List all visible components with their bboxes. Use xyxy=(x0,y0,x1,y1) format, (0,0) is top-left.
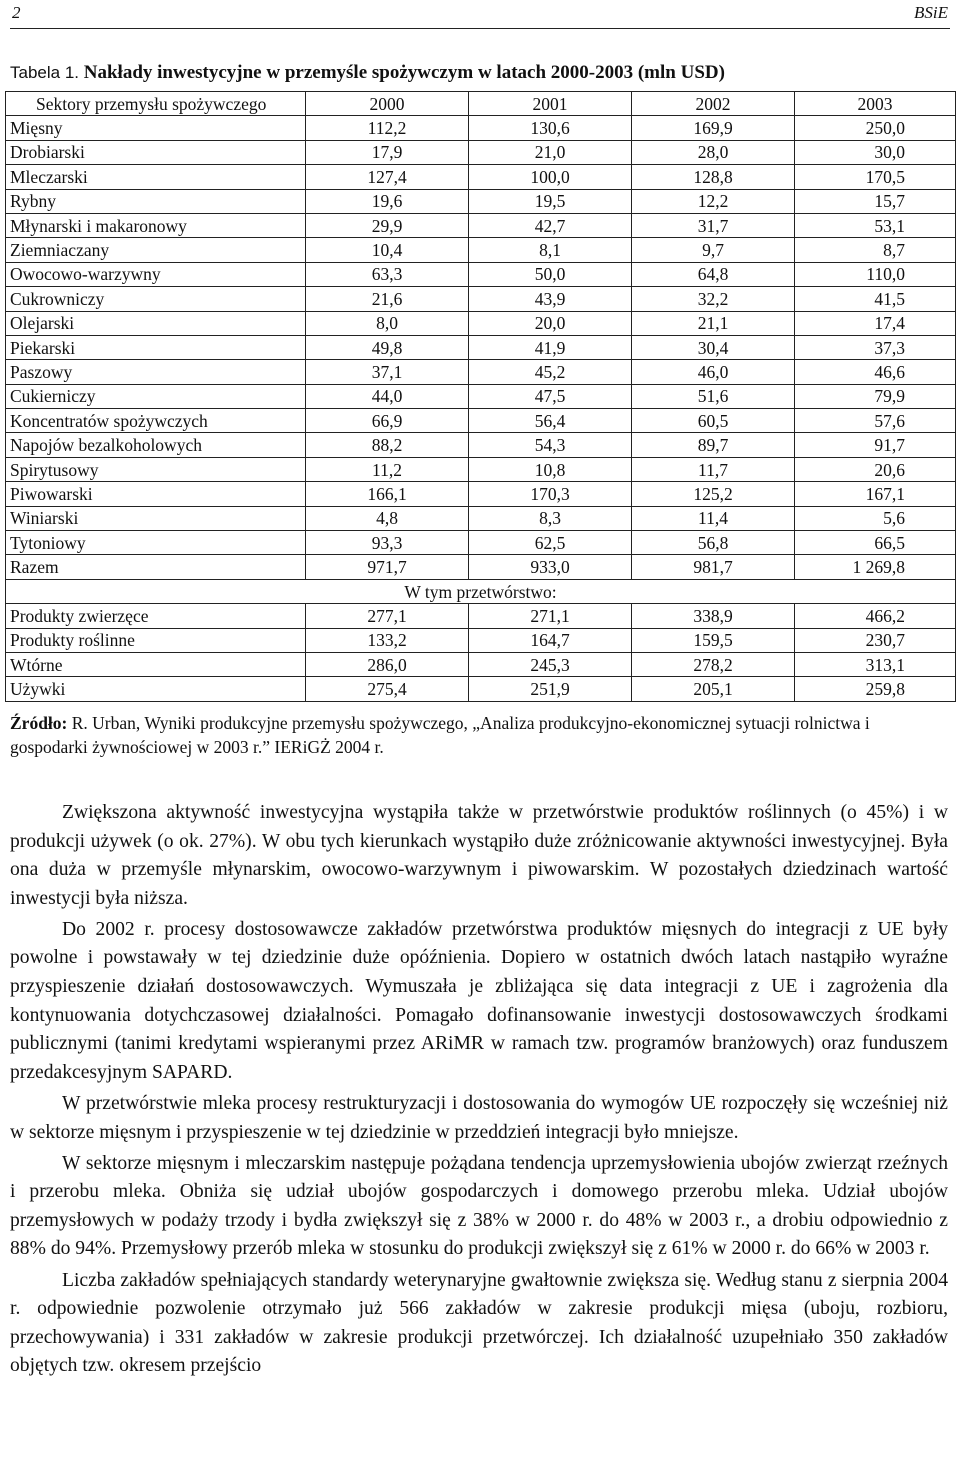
sector-name-cell: Koncentratów spożywczych xyxy=(6,409,306,433)
table-row xyxy=(6,189,956,213)
value-cell: 125,2 xyxy=(632,482,795,506)
value-cell: 63,3 xyxy=(306,262,469,286)
value-cell: 15,7 xyxy=(795,189,956,213)
value-cell: 8,3 xyxy=(469,506,632,530)
table-row xyxy=(6,140,956,164)
value-cell: 44,0 xyxy=(306,384,469,408)
table-row xyxy=(6,677,956,701)
sector-name-cell: Mięsny xyxy=(6,116,306,140)
table-row xyxy=(6,457,956,481)
value-cell: 62,5 xyxy=(469,531,632,555)
value-cell: 8,0 xyxy=(306,311,469,335)
sector-name-cell: Piwowarski xyxy=(6,482,306,506)
column-header: Sektory przemysłu spożywczego xyxy=(6,92,306,116)
table-row xyxy=(6,335,956,359)
sector-name-cell: Produkty roślinne xyxy=(6,628,306,652)
value-cell: 47,5 xyxy=(469,384,632,408)
value-cell: 29,9 xyxy=(306,213,469,237)
value-cell: 230,7 xyxy=(795,628,956,652)
value-cell: 20,0 xyxy=(469,311,632,335)
sector-name-cell: Napojów bezalkoholowych xyxy=(6,433,306,457)
value-cell: 130,6 xyxy=(469,116,632,140)
value-cell: 31,7 xyxy=(632,213,795,237)
value-cell: 466,2 xyxy=(795,604,956,628)
table-row xyxy=(6,311,956,335)
body-text xyxy=(10,799,948,1381)
paragraph: Do 2002 r. procesy dostosowawcze zakładów przetwórstwa produktów mięsnych do integracji z UE były powolne i powstawały w tej dziedzinie duże opóźnienia. Dopiero w ostatnich dwóch latach nastąpiło wyraźne przyspieszenie działań dostosowawczych. Wymuszała je zbliżająca się data integracji z UE i zagrożenia dla kontynuowania dotychczasowej działalności. Pomagało dofinansowanie inwestycji dostosowawczych środkami publicznymi (tanimi kredytami wspieranymi przez ARiMR w ramach tzw. programów branżowych) oraz funduszem przedakcesyjnym SAPARD. xyxy=(10,918,948,1083)
value-cell: 50,0 xyxy=(469,262,632,286)
journal-name: BSiE xyxy=(914,3,948,22)
value-cell: 112,2 xyxy=(306,116,469,140)
column-header: 2001 xyxy=(469,92,632,116)
value-cell: 45,2 xyxy=(469,360,632,384)
paragraph: Zwiększona aktywność inwestycyjna wystąpiła także w przetwórstwie produktów roślinnych (o 45%) i w produkcji używek (o ok. 27%). W obu tych kierunkach wystąpiło duże zróżnicowanie aktywności inwestycyjnej. Była ona duża w przemyśle młynarskim, owocowo-warzywnym i piwowarskim. W pozostałych dziedzinach wartość inwestycji była niższa. xyxy=(10,802,948,909)
value-cell: 54,3 xyxy=(469,433,632,457)
table-row xyxy=(6,116,956,140)
sector-name-cell: Olejarski xyxy=(6,311,306,335)
value-cell: 66,9 xyxy=(306,409,469,433)
sector-name-cell: Cukierniczy xyxy=(6,384,306,408)
value-cell: 11,2 xyxy=(306,457,469,481)
value-cell: 4,8 xyxy=(306,506,469,530)
value-cell: 37,3 xyxy=(795,335,956,359)
table-row xyxy=(6,360,956,384)
value-cell: 159,5 xyxy=(632,628,795,652)
sector-name-cell: Razem xyxy=(6,555,306,579)
value-cell: 169,9 xyxy=(632,116,795,140)
value-cell: 56,8 xyxy=(632,531,795,555)
sector-name-cell: Młynarski i makaronowy xyxy=(6,213,306,237)
value-cell: 88,2 xyxy=(306,433,469,457)
value-cell: 277,1 xyxy=(306,604,469,628)
value-cell: 43,9 xyxy=(469,287,632,311)
value-cell: 8,7 xyxy=(795,238,956,262)
value-cell: 8,1 xyxy=(469,238,632,262)
table-subheader-row xyxy=(6,579,956,603)
value-cell: 51,6 xyxy=(632,384,795,408)
value-cell: 46,0 xyxy=(632,360,795,384)
table-source-note xyxy=(10,711,950,759)
value-cell: 110,0 xyxy=(795,262,956,286)
table-row xyxy=(6,433,956,457)
table-row xyxy=(6,482,956,506)
value-cell: 245,3 xyxy=(469,652,632,676)
sector-name-cell: Piekarski xyxy=(6,335,306,359)
value-cell: 259,8 xyxy=(795,677,956,701)
investment-table xyxy=(5,91,956,702)
paragraph: W przetwórstwie mleka procesy restrukturyzacji i dostosowania do wymogów UE rozpoczęły się wcześniej niż w sektorze mięsnym i przyspieszenie w tej dziedzinie w przeddzień integracji było mniejsze. xyxy=(10,1092,948,1143)
table-row xyxy=(6,262,956,286)
value-cell: 53,1 xyxy=(795,213,956,237)
paragraph: Liczba zakładów spełniających standardy weterynaryjne gwałtownie zwiększa się. Według stanu z sierpnia 2004 r. odpowiednie pozwolenie otrzymało już 566 zakładów w zakresie produkcji mięsa (uboju, rozbioru, przechowywania) i 331 zakładów w zakresie produkcji przetwórczej. Ich działalność uzupełniało 350 zakładów objętych tzw. okresem przejścio xyxy=(10,1269,948,1377)
value-cell: 93,3 xyxy=(306,531,469,555)
table-row xyxy=(6,213,956,237)
paragraph: W sektorze mięsnym i mleczarskim następuje pożądana tendencja uprzemysłowienia ubojów zwierząt rzeźnych i przerobu mleka. Obniża się udział ubojów gospodarczych i domowego przerobu mleka. Udział ubojów przemysłowych w podaży trzody i bydła zwiększył się z 38% w 2000 r. do 48% w 2003 r., a drobiu odpowiednio z 88% do 94%. Przemysłowy przerób mleka w stosunku do produkcji zwiększył się z 61% w 2000 r. do 66% w 2003 r. xyxy=(10,1152,948,1260)
value-cell: 100,0 xyxy=(469,165,632,189)
sector-name-cell: Używki xyxy=(6,677,306,701)
page-number: 2 xyxy=(12,3,21,22)
value-cell: 21,1 xyxy=(632,311,795,335)
value-cell: 30,4 xyxy=(632,335,795,359)
column-header: 2002 xyxy=(632,92,795,116)
sector-name-cell: Rybny xyxy=(6,189,306,213)
table-row xyxy=(6,165,956,189)
value-cell: 1 269,8 xyxy=(795,555,956,579)
sector-name-cell: Cukrowniczy xyxy=(6,287,306,311)
value-cell: 9,7 xyxy=(632,238,795,262)
value-cell: 91,7 xyxy=(795,433,956,457)
table-row xyxy=(6,384,956,408)
value-cell: 10,8 xyxy=(469,457,632,481)
sector-name-cell: Drobiarski xyxy=(6,140,306,164)
value-cell: 170,3 xyxy=(469,482,632,506)
value-cell: 166,1 xyxy=(306,482,469,506)
sector-name-cell: Wtórne xyxy=(6,652,306,676)
value-cell: 971,7 xyxy=(306,555,469,579)
value-cell: 20,6 xyxy=(795,457,956,481)
value-cell: 46,6 xyxy=(795,360,956,384)
value-cell: 127,4 xyxy=(306,165,469,189)
value-cell: 66,5 xyxy=(795,531,956,555)
value-cell: 271,1 xyxy=(469,604,632,628)
value-cell: 933,0 xyxy=(469,555,632,579)
table-caption-title: Nakłady inwestycyjne w przemyśle spożywczym w latach 2000-2003 (mln USD) xyxy=(83,62,725,83)
table-row xyxy=(6,506,956,530)
value-cell: 250,0 xyxy=(795,116,956,140)
page-header xyxy=(10,2,950,29)
value-cell: 21,6 xyxy=(306,287,469,311)
value-cell: 42,7 xyxy=(469,213,632,237)
sector-name-cell: Tytoniowy xyxy=(6,531,306,555)
table-row xyxy=(6,604,956,628)
table-row xyxy=(6,628,956,652)
value-cell: 205,1 xyxy=(632,677,795,701)
table-header-row xyxy=(6,92,956,116)
value-cell: 79,9 xyxy=(795,384,956,408)
sector-name-cell: Owocowo-warzywny xyxy=(6,262,306,286)
investment-table-body xyxy=(6,92,956,702)
value-cell: 286,0 xyxy=(306,652,469,676)
value-cell: 164,7 xyxy=(469,628,632,652)
table-subheader: W tym przetwórstwo: xyxy=(6,579,956,603)
value-cell: 11,4 xyxy=(632,506,795,530)
value-cell: 12,2 xyxy=(632,189,795,213)
value-cell: 19,6 xyxy=(306,189,469,213)
value-cell: 338,9 xyxy=(632,604,795,628)
value-cell: 37,1 xyxy=(306,360,469,384)
value-cell: 60,5 xyxy=(632,409,795,433)
source-text: R. Urban, Wyniki produkcyjne przemysłu spożywczego, „Analiza produkcyjno-ekonomicznej sytuacji rolnictwa i gospodarki żywnościowej w 2003 r.” IERiGŻ 2004 r. xyxy=(10,713,870,757)
value-cell: 32,2 xyxy=(632,287,795,311)
column-header: 2003 xyxy=(795,92,956,116)
value-cell: 275,4 xyxy=(306,677,469,701)
value-cell: 170,5 xyxy=(795,165,956,189)
value-cell: 21,0 xyxy=(469,140,632,164)
table-row xyxy=(6,238,956,262)
value-cell: 981,7 xyxy=(632,555,795,579)
table-row xyxy=(6,555,956,579)
value-cell: 17,4 xyxy=(795,311,956,335)
table-caption xyxy=(10,62,950,84)
table-row xyxy=(6,409,956,433)
table-caption-prefix: Tabela 1. xyxy=(10,63,79,82)
value-cell: 64,8 xyxy=(632,262,795,286)
table-row xyxy=(6,652,956,676)
value-cell: 133,2 xyxy=(306,628,469,652)
value-cell: 28,0 xyxy=(632,140,795,164)
column-header: 2000 xyxy=(306,92,469,116)
value-cell: 17,9 xyxy=(306,140,469,164)
sector-name-cell: Spirytusowy xyxy=(6,457,306,481)
value-cell: 5,6 xyxy=(795,506,956,530)
table-row xyxy=(6,287,956,311)
value-cell: 30,0 xyxy=(795,140,956,164)
value-cell: 57,6 xyxy=(795,409,956,433)
sector-name-cell: Mleczarski xyxy=(6,165,306,189)
value-cell: 313,1 xyxy=(795,652,956,676)
value-cell: 167,1 xyxy=(795,482,956,506)
table-row xyxy=(6,531,956,555)
source-label: Źródło: xyxy=(10,713,68,733)
value-cell: 278,2 xyxy=(632,652,795,676)
value-cell: 128,8 xyxy=(632,165,795,189)
sector-name-cell: Winiarski xyxy=(6,506,306,530)
sector-name-cell: Produkty zwierzęce xyxy=(6,604,306,628)
value-cell: 41,5 xyxy=(795,287,956,311)
value-cell: 11,7 xyxy=(632,457,795,481)
value-cell: 10,4 xyxy=(306,238,469,262)
sector-name-cell: Paszowy xyxy=(6,360,306,384)
value-cell: 89,7 xyxy=(632,433,795,457)
value-cell: 19,5 xyxy=(469,189,632,213)
value-cell: 251,9 xyxy=(469,677,632,701)
value-cell: 56,4 xyxy=(469,409,632,433)
value-cell: 41,9 xyxy=(469,335,632,359)
sector-name-cell: Ziemniaczany xyxy=(6,238,306,262)
value-cell: 49,8 xyxy=(306,335,469,359)
